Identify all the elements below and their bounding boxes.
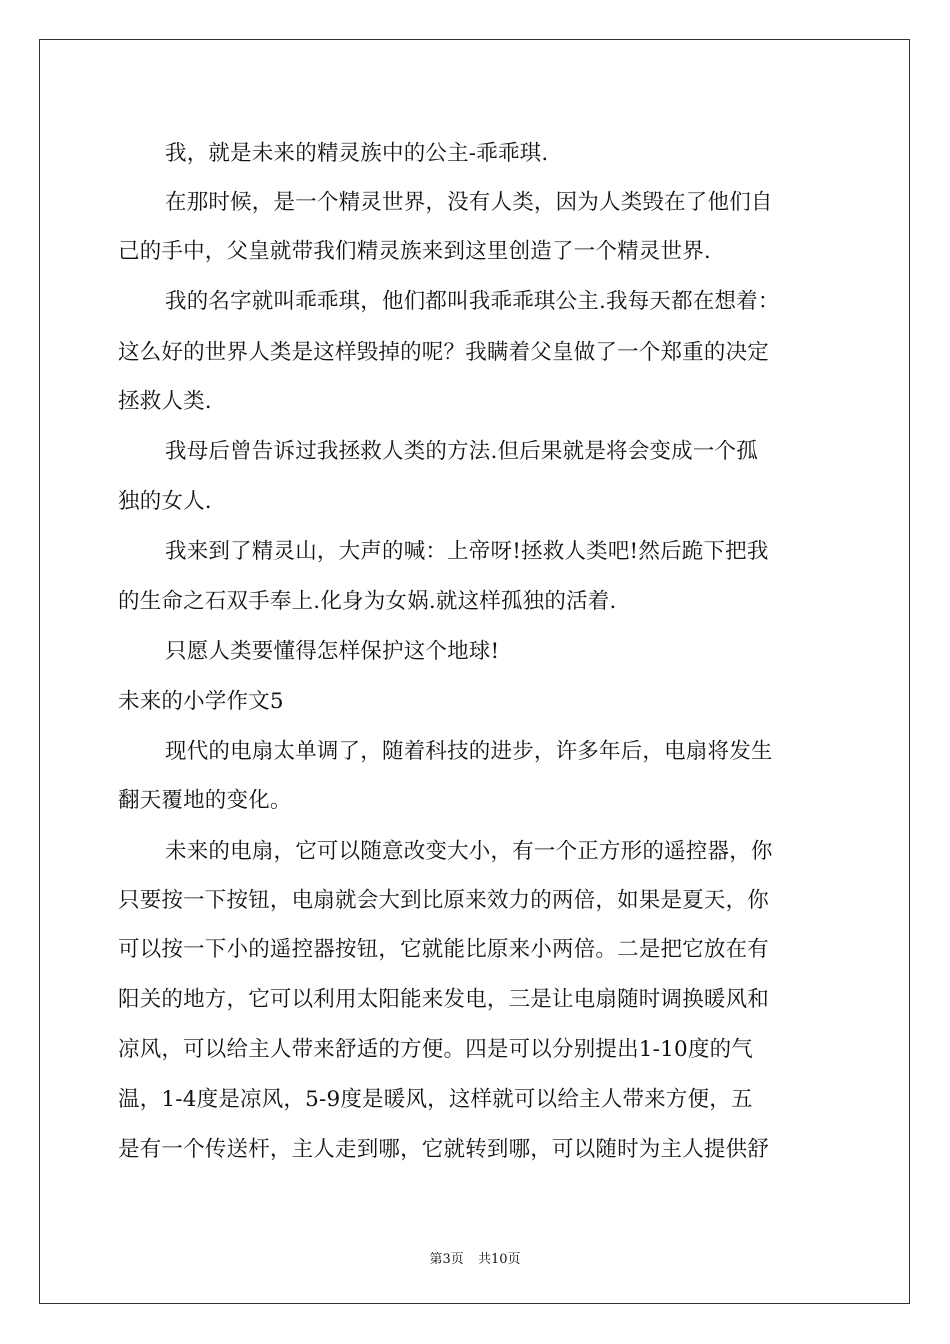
page-frame	[39, 39, 910, 1304]
text-line: 只愿人类要懂得怎样保护这个地球!	[165, 639, 500, 664]
text-line: 现代的电扇太单调了，随着科技的进步，许多年后，电扇将发生	[165, 739, 773, 764]
text-line: 未来的电扇，它可以随意改变大小，有一个正方形的遥控器，你	[165, 839, 773, 864]
text-line: 在那时候，是一个精灵世界，没有人类，因为人类毁在了他们自	[165, 190, 773, 215]
text-line: 我来到了精灵山，大声的喊：上帝呀!拯救人类吧!然后跪下把我	[165, 539, 769, 564]
text-line: 只要按一下按钮，电扇就会大到比原来效力的两倍，如果是夏天，你	[118, 888, 770, 913]
text-line: 我的名字就叫乖乖琪，他们都叫我乖乖琪公主.我每天都在想着：	[165, 289, 780, 314]
page-footer	[0, 1248, 950, 1267]
text-line: 独的女人.	[118, 489, 212, 514]
text-line: 我，就是未来的精灵族中的公主-乖乖琪.	[165, 141, 549, 166]
text-line: 可以按一下小的遥控器按钮，它就能比原来小两倍。二是把它放在有	[118, 937, 770, 962]
text-line: 拯救人类.	[118, 389, 212, 414]
text-line: 己的手中，父皇就带我们精灵族来到这里创造了一个精灵世界.	[118, 239, 711, 264]
text-line: 这么好的世界人类是这样毁掉的呢？我瞒着父皇做了一个郑重的决定	[118, 340, 770, 365]
text-line: 是有一个传送杆，主人走到哪，它就转到哪，可以随时为主人提供舒	[118, 1137, 770, 1162]
page-total: 共10页	[477, 1252, 521, 1267]
text-line: 的生命之石双手奉上.化身为女娲.就这样孤独的活着.	[118, 589, 617, 614]
text-line: 凉风，可以给主人带来舒适的方便。四是可以分别提出1-10度的气	[118, 1037, 754, 1062]
text-line: 翻天覆地的变化。	[118, 788, 292, 813]
text-line: 我母后曾告诉过我拯救人类的方法.但后果就是将会变成一个孤	[165, 439, 758, 464]
text-line: 阳关的地方，它可以利用太阳能来发电，三是让电扇随时调换暖风和	[118, 987, 770, 1012]
text-line: 温，1-4度是凉风，5-9度是暖风，这样就可以给主人带来方便，五	[118, 1087, 753, 1112]
page-number: 第3页	[429, 1252, 464, 1267]
section-heading: 未来的小学作文5	[118, 689, 284, 714]
